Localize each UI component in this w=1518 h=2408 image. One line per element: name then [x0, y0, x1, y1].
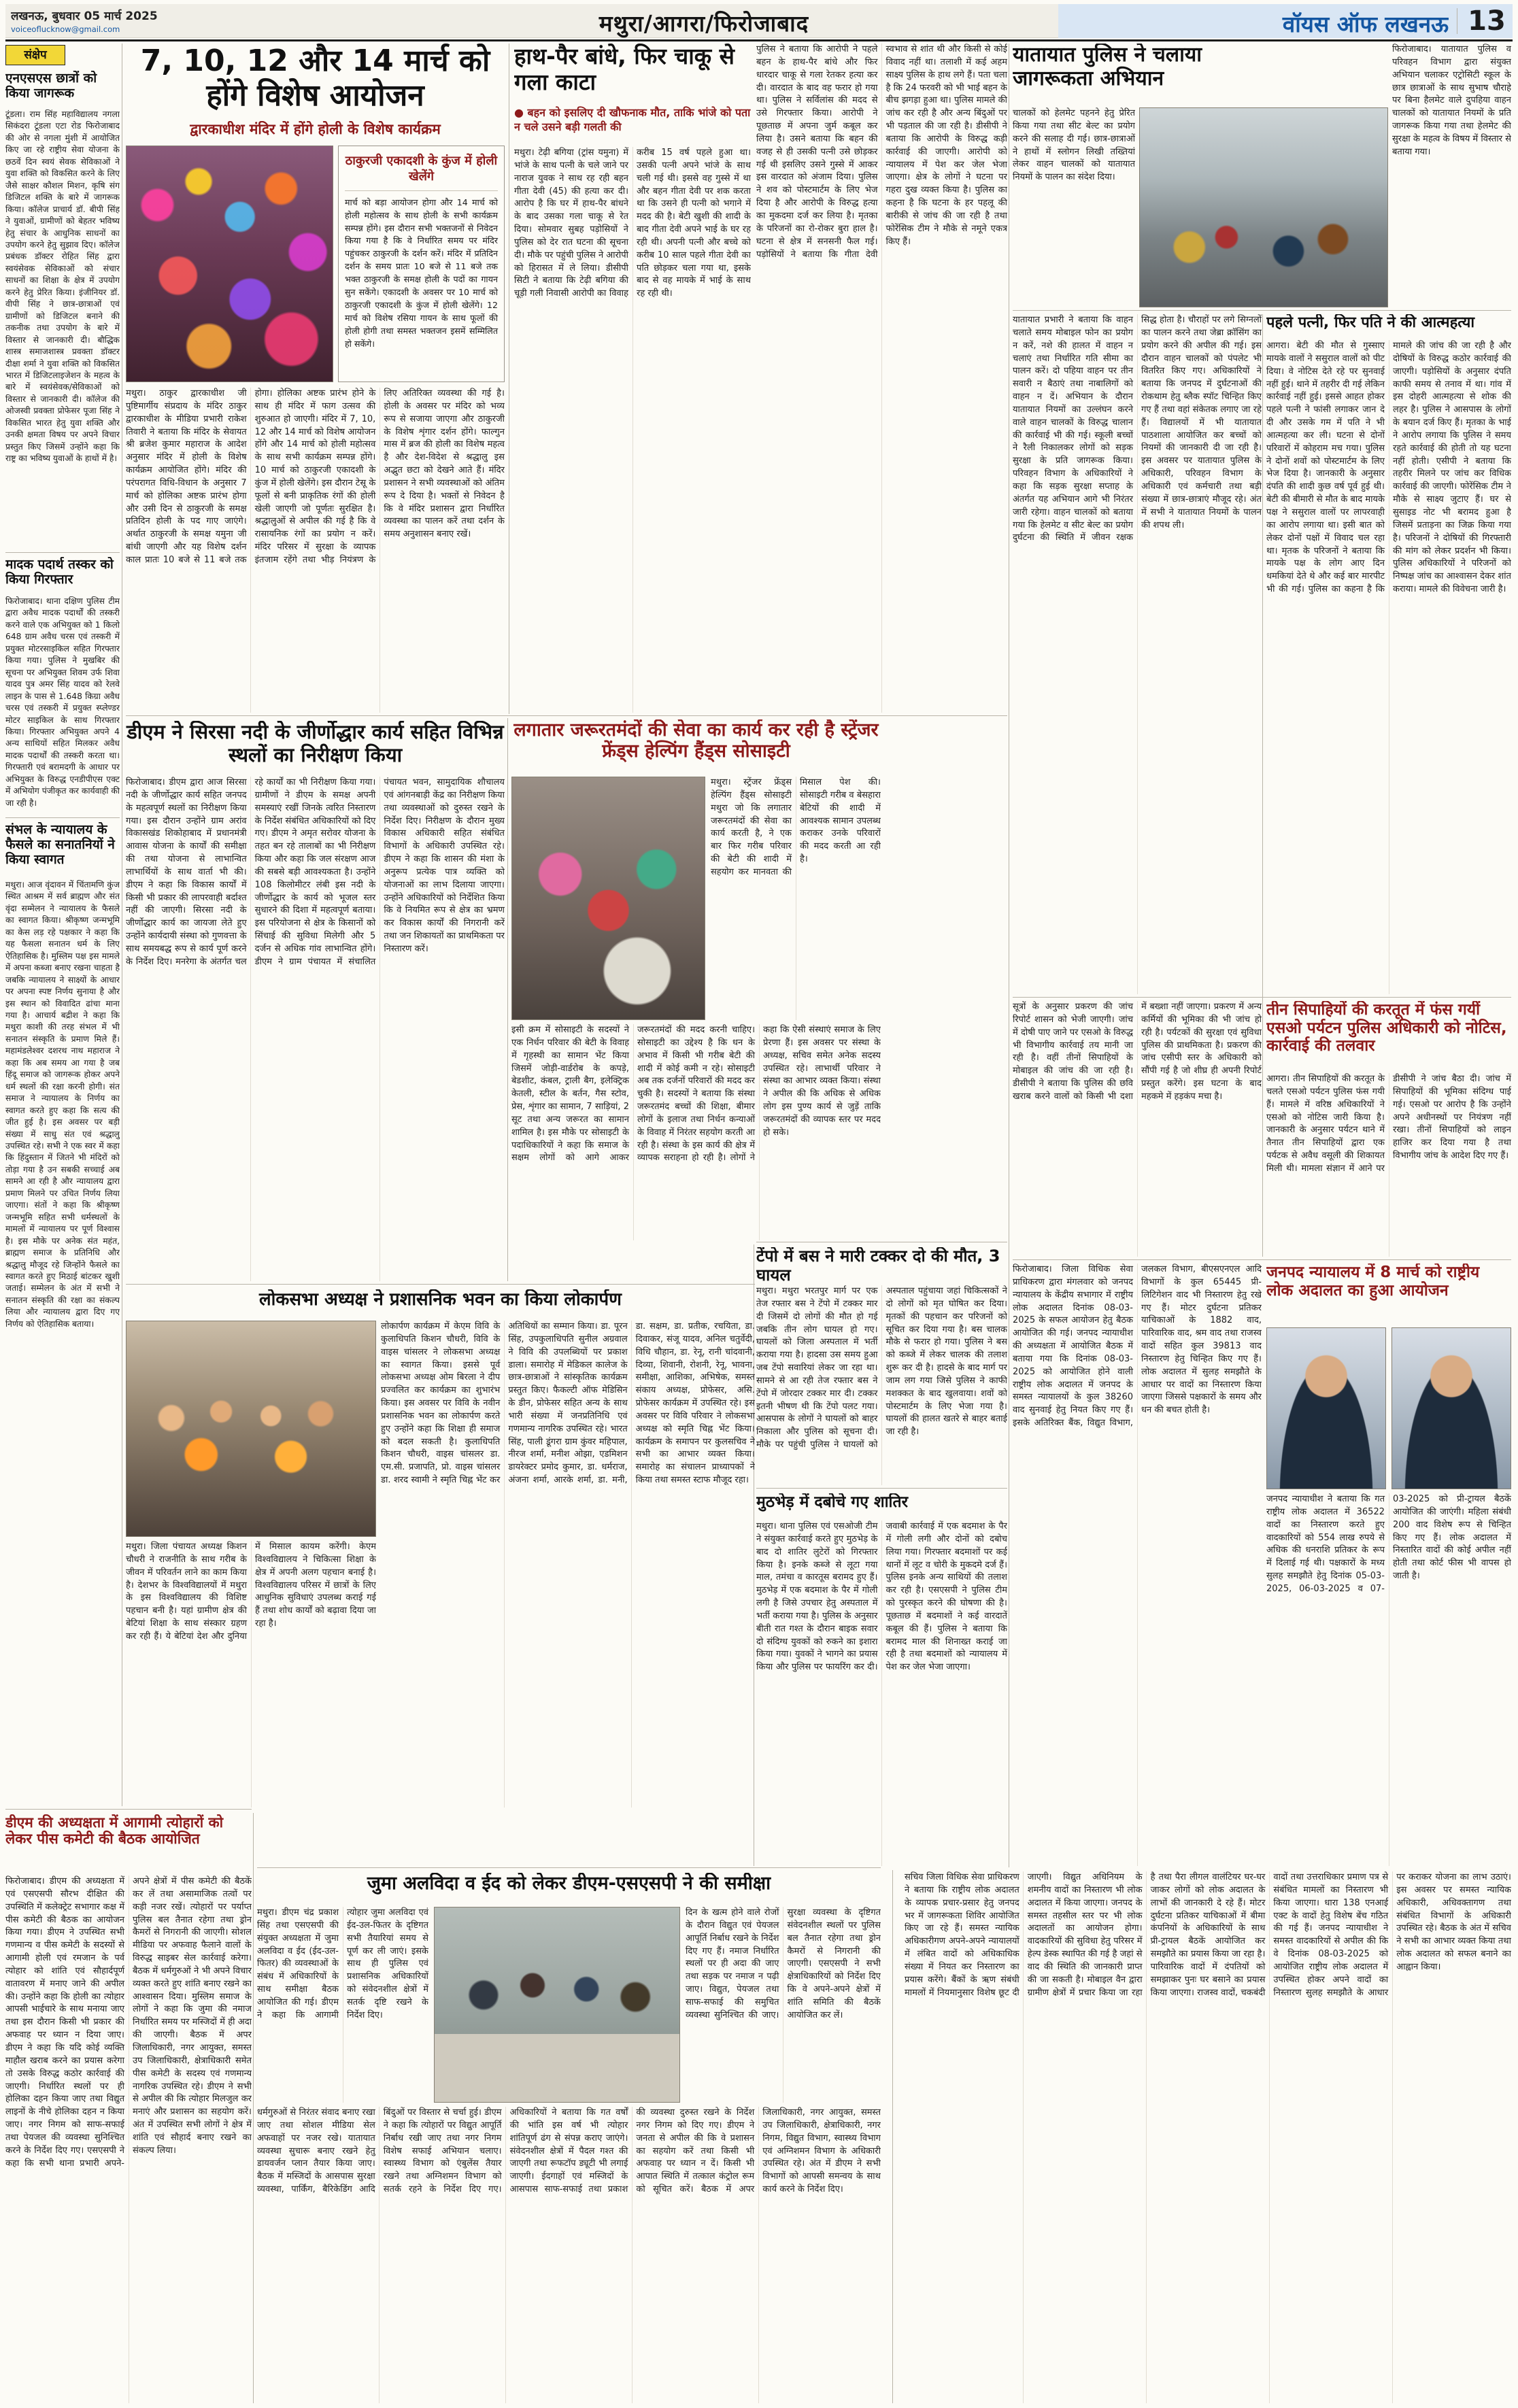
rail-divider-2 [5, 817, 120, 818]
email-address: voiceoflucknow@gmail.com [11, 24, 120, 34]
society-body-2: इसी क्रम में सोसाइटी के सदस्यों ने एक निर्धन परिवार की बेटी के विवाह में गृहस्थी का सामान भेंट किया जिसमें जोड़ी-वार्डरोब के कपड़े, बेडशीट, कंबल, ट्राली बैग, इलेक्ट्रिक केतली, स्टील के बर्तन, गैस स्टोव, प्रेस, शृंगार का सामान, 7 साड़ियां, 2 सूट तथा अन्य जरूरत का सामान शामिल है। इस मौके पर सोसाइटी के पदाधिकारियों ने कहा कि समाज के सक्षम लोगों को आगे आकर जरूरतमंदों की मदद करनी चाहिए। सोसाइटी का उद्देश्य है कि धन के अभाव में किसी भी गरीब बेटी की शादी में कोई कमी न रहे। सोसाइटी अब तक दर्जनों परिवारों की मदद कर चुकी है। सदस्यों ने बताया कि संस्था जरूरतमंद बच्चों की शिक्षा, बीमार लोगों के इलाज तथा निर्धन कन्याओं के विवाह में निरंतर सहयोग करती आ रही है। संस्था के इस कार्य की क्षेत्र में व्यापक सराहना हो रही है। लोगों ने कहा कि ऐसी संस्थाएं समाज के लिए प्रेरणा हैं। इस अवसर पर संस्था के अध्यक्ष, सचिव समेत अनेक सदस्य उपस्थित रहे। लाभार्थी परिवार ने संस्था का आभार व्यक्त किया। संस्था ने अपील की कि अधिक से अधिक लोग इस पुण्य कार्य से जुड़ें ताकि जरूरतमंदों की व्यापक स्तर पर मदद हो सके। [511, 1025, 881, 1164]
divider-peace-juma [253, 1813, 254, 2403]
cops-body-2: आगरा। तीन सिपाहियों की करतूत के चलते एसओ पर्यटन पुलिस फंस गयी हैं। मामले में वरिष्ठ अधिकारियों ने एसओ को नोटिस जारी किया है। जानकारी के अनुसार पर्यटन थाने में तैनात तीन सिपाहियों द्वारा एक पर्यटक से अवैध वसूली की शिकायत मिली थी। मामला संज्ञान में आने पर डीसीपी ने जांच बैठा दी। जांच में सिपाहियों की भूमिका संदिग्ध पाई गई। एसओ पर आरोप है कि उन्होंने अपने अधीनस्थों पर नियंत्रण नहीं रखा। तीनों सिपाहियों को लाइन हाजिर कर दिया गया है तथा विभागीय जांच के आदेश दिए गए हैं। [1266, 1074, 1511, 1174]
suicide-body: आगरा। बेटी की मौत से गुस्साए मायके वालों ने ससुराल वालों को पीट दिया। वे नोटिस देते रहे पर सुनवाई नहीं हुई। थाने में तहरीर दी गई लेकिन कार्रवाई नहीं हुई। इससे आहत होकर पहले पत्नी ने फांसी लगाकर जान दे दी और उसके गम में पति ने भी आत्महत्या कर ली। घटना से दोनों परिवारों में कोहराम मच गया। पुलिस ने दोनों शवों को पोस्टमार्टम के लिए भेज दिया है। जानकारी के अनुसार दंपति की शादी कुछ वर्ष पूर्व हुई थी। बेटी की बीमारी से मौत के बाद मायके पक्ष ने ससुराल वालों पर लापरवाही का आरोप लगाया था। इसी बात को लेकर दोनों पक्षों में विवाद चल रहा था। मृतक के परिजनों ने बताया कि मायके पक्ष के लोग आए दिन धमकियां देते थे और कई बार मारपीट भी की गई। पुलिस का कहना है कि मामले की जांच की जा रही है और दोषियों के विरुद्ध कठोर कार्रवाई की जाएगी। पड़ोसियों के अनुसार दंपति काफी समय से तनाव में था। गांव में इस दोहरी आत्महत्या से शोक की लहर है। पुलिस ने आसपास के लोगों के बयान दर्ज किए हैं। मृतका के भाई ने आरोप लगाया कि पुलिस ने समय रहते कार्रवाई की होती तो यह घटना नहीं होती। एसीपी ने बताया कि तहरीर मिलने पर जांच कर विधिक कार्रवाई की जाएगी। फोरेंसिक टीम ने मौके से साक्ष्य जुटाए हैं। घर से सुसाइड नोट भी बरामद हुआ है जिसमें प्रताड़ना का जिक्र किया गया है। परिजनों ने दोषियों की गिरफ्तारी की मांग को लेकर प्रदर्शन भी किया। पुलिस अधिकारियों ने परिजनों को निष्पक्ष जांच का आश्वासन देकर शांत कराया। मामले की विवेचना जारी है। [1266, 341, 1511, 595]
adalat-body-1: फिरोजाबाद। जिला विधिक सेवा प्राधिकरण द्वारा मंगलवार को जनपद न्यायालय के केंद्रीय सभागार में राष्ट्रीय लोक अदालत दिनांक 08-03-2025 के सफल आयोजन हेतु बैठक आयोजित की गई। जनपद न्यायाधीश की अध्यक्षता में आयोजित बैठक में बताया गया कि दिनांक 08-03-2025 को आयोजित होने वाली राष्ट्रीय लोक अदालत में जनपद के समस्त न्यायालयों के कुल 38260 वाद सुनवाई हेतु नियत किए गए हैं। इसके अतिरिक्त बैंक, विद्युत विभाग, जलकल विभाग, बीएसएनएल आदि विभागों के कुल 65445 प्री-लिटिगेशन वाद भी निस्तारण हेतु रखे गए हैं। मोटर दुर्घटना प्रतिकर याचिकाओं के 1882 वाद, पारिवारिक वाद, श्रम वाद तथा राजस्व वादों सहित कुल 39813 वाद निस्तारण हेतु चिन्हित किए गए हैं। लोक अदालत में सुलह समझौते के आधार पर वादों का निस्तारण किया जाएगा जिससे पक्षकारों के समय और धन की बचत होती है। [1013, 1264, 1262, 1429]
holi-deck: द्वारकाधीश मंदिर में होंगे होली के विशेष कार्यक्रम [190, 121, 441, 137]
encounter-body: मथुरा। थाना पुलिस एवं एसओजी टीम ने संयुक्त कार्रवाई करते हुए मुठभेड़ के बाद दो शातिर लुटेरों को गिरफ्तार किया है। इनके कब्जे से लूटा गया माल, तमंचा व कारतूस बरामद हुए हैं। मुठभेड़ में एक बदमाश के पैर में गोली लगी है जिसे उपचार हेतु अस्पताल में भर्ती कराया गया है। पुलिस के अनुसार बीती रात गश्त के दौरान बाइक सवार दो संदिग्ध युवकों को रुकने का इशारा किया गया। युवकों ने भागने का प्रयास किया और पुलिस पर फायरिंग कर दी। जवाबी कार्रवाई में एक बदमाश के पैर में गोली लगी और दोनों को दबोच लिया गया। गिरफ्तार बदमाशों पर कई थानों में लूट व चोरी के मुकदमे दर्ज हैं। पुलिस इनके अन्य साथियों की तलाश कर रही है। एसएसपी ने पुलिस टीम को पुरस्कृत करने की घोषणा की है। पूछताछ में बदमाशों ने कई वारदातें कबूल की हैं। पुलिस ने बताया कि बरामद माल की शिनाख्त कराई जा रही है तथा बदमाशों को न्यायालय में पेश कर जेल भेजा जाएगा। [756, 1521, 1007, 1673]
page-number: 13 [1468, 5, 1506, 37]
traffic-body-2: फिरोजाबाद। यातायात पुलिस व परिवहन विभाग द्वारा संयुक्त अभियान चलाकर एट्रोसिटी स्कूल के छात्र छात्राओं के साथ सुभाष चौराहे पर बिना हैलमेट वाले दुपहिया वाहन चालकों को यातायात नियमों के प्रति जागरूक किया गया तथा हेलमेट की सुरक्षा के महत्व के विषय में विस्तार से बताया गया। [1392, 44, 1511, 157]
cops-headline: तीन सिपाहियों की करतूत में फंस गयीं एसओ पर्यटन पुलिस अधिकारी को नोटिस, कार्रवाई की तलवार [1266, 1001, 1507, 1055]
adalat-body-2: जनपद न्यायाधीश ने बताया कि गत राष्ट्रीय लोक अदालत में 36522 वादों का निस्तारण करते हुए वादकारियों को 554 लाख रुपये से अधिक की धनराशि प्रतिकर के रूप में दिलाई गई थी। पक्षकारों के मध्य सुलह समझौते हेतु दिनांक 05-03-2025, 06-03-2025 व 07-03-2025 को प्री-ट्रायल बैठकें आयोजित की जाएंगी। महिला संबंधी 200 वाद विशेष रूप से चिन्हित किए गए हैं। लोक अदालत में निस्तारित वादों की कोई अपील नहीं होती तथा कोर्ट फीस भी वापस हो जाती है। [1266, 1494, 1511, 1594]
traffic-body-1: चालकों को हेलमेट पहनने हेतु प्रेरित किया गया तथा सीट बेल्ट का प्रयोग करने की सलाह दी गई। छात्र-छात्राओं ने हाथों में स्लोगन लिखी तख्तियां लेकर वाहन चालकों को यातायात नियमों के पालन का संदेश दिया। [1013, 108, 1135, 183]
traffic-body-3: यातायात प्रभारी ने बताया कि वाहन चलाते समय मोबाइल फोन का प्रयोग न करें, नशे की हालत में वाहन न चलाएं तथा निर्धारित गति सीमा का पालन करें। दो पहिया वाहन पर तीन सवारी न बैठाएं तथा नाबालिगों को वाहन न दें। अभियान के दौरान यातायात नियमों का उल्लंघन करने वाले वाहन चालकों के विरुद्ध चालान की कार्रवाई भी की गई। स्कूली बच्चों ने रैली निकालकर लोगों को सड़क सुरक्षा के प्रति जागरूक किया। परिवहन विभाग के अधिकारियों ने कहा कि सड़क सुरक्षा सप्ताह के अंतर्गत यह अभियान आगे भी निरंतर जारी रहेगा। वाहन चालकों को बताया गया कि हेलमेट व सीट बेल्ट का प्रयोग दुर्घटना की स्थिति में जीवन रक्षक सिद्ध होता है। चौराहों पर लगे सिग्नलों का पालन करने तथा जेब्रा क्रॉसिंग का प्रयोग करने की अपील की गई। इस दौरान वाहन चालकों को पंपलेट भी वितरित किए गए। अधिकारियों ने बताया कि जनपद में दुर्घटनाओं की रोकथाम हेतु ब्लैक स्पॉट चिन्हित किए गए हैं तथा वहां संकेतक लगाए जा रहे हैं। विद्यालयों में भी यातायात पाठशाला आयोजित कर बच्चों को नियमों की जानकारी दी जा रही है। इस अवसर पर यातायात पुलिस के अधिकारी, परिवहन विभाग के अधिकारी एवं कर्मचारी तथा बड़ी संख्या में छात्र-छात्राएं मौजूद रहे। अंत में सभी ने यातायात नियमों के पालन की शपथ ली। [1013, 315, 1262, 543]
divider-peace-top [5, 1809, 252, 1810]
region-header: मथुरा/आगरा/फिरोजाबाद [598, 10, 809, 37]
tempo-headline: टेंपो में बस ने मारी टक्कर दो की मौत, 3 घायल [756, 1247, 1000, 1283]
juma-body-3: धर्मगुरुओं से निरंतर संवाद बनाए रखा जाए तथा सोशल मीडिया सेल अफवाहों पर नजर रखे। यातायात व्यवस्था सुचारू बनाए रखने हेतु डायवर्जन प्लान तैयार किया जाए। बैठक में मस्जिदों के आसपास सुरक्षा व्यवस्था, पार्किंग, बैरिकेडिंग आदि बिंदुओं पर विस्तार से चर्चा हुई। डीएम ने कहा कि त्योहारों पर विद्युत आपूर्ति निर्बाध रखी जाए तथा नगर निगम विशेष सफाई अभियान चलाए। स्वास्थ्य विभाग को एंबुलेंस तैयार रखने तथा अग्निशमन विभाग को सतर्क रहने के निर्देश दिए गए। अधिकारियों ने बताया कि गत वर्षों की भांति इस वर्ष भी त्योहार शांतिपूर्ण ढंग से संपन्न कराए जाएंगे। संवेदनशील क्षेत्रों में पैदल गश्त की जाएगी तथा रूफटॉप ड्यूटी भी लगाई जाएगी। ईदगाहों एवं मस्जिदों के आसपास साफ-सफाई तथा प्रकाश की व्यवस्था दुरुस्त रखने के निर्देश नगर निगम को दिए गए। डीएम ने जनता से अपील की कि वे प्रशासन का सहयोग करें तथा किसी भी अफवाह पर ध्यान न दें। किसी भी आपात स्थिति में तत्काल कंट्रोल रूम को सूचित करें। बैठक में अपर जिलाधिकारी, नगर आयुक्त, समस्त उप जिलाधिकारी, क्षेत्राधिकारी, नगर निगम, विद्युत विभाग, स्वास्थ्य विभाग एवं अग्निशमन विभाग के अधिकारी उपस्थित रहे। अंत में डीएम ने सभी विभागों को आपसी समन्वय के साथ कार्य करने के निर्देश दिए। [257, 2107, 881, 2195]
divider-right-2 [1013, 997, 1511, 998]
adalat-headline: जनपद न्यायालय में 8 मार्च को राष्ट्रीय लोक अदालत का हुआ आयोजन [1266, 1264, 1480, 1300]
adalat-body-3: सचिव जिला विधिक सेवा प्राधिकरण ने बताया कि राष्ट्रीय लोक अदालत के व्यापक प्रचार-प्रसार हेतु जनपद भर में जागरूकता शिविर आयोजित किए जा रहे हैं। समस्त न्यायिक अधिकारीगण अपने-अपने न्यायालयों में लंबित वादों को अधिकाधिक संख्या में नियत कर निस्तारण का प्रयास करेंगे। बैंकों के ऋण संबंधी मामलों में नियमानुसार विशेष छूट दी जाएगी। विद्युत अधिनियम के शमनीय वादों का निस्तारण भी लोक अदालत में किया जाएगा। जनपद के समस्त तहसील स्तर पर भी लोक अदालतों का आयोजन होगा। वादकारियों की सुविधा हेतु परिसर में हेल्प डेस्क स्थापित की गई है जहां से वाद की स्थिति की जानकारी प्राप्त की जा सकती है। मोबाइल वैन द्वारा ग्रामीण क्षेत्रों में प्रचार किया जा रहा है तथा पैरा लीगल वालंटियर घर-घर जाकर लोगों को लोक अदालत के लाभों की जानकारी दे रहे हैं। मोटर दुर्घटना प्रतिकर याचिकाओं में बीमा कंपनियों के अधिकारियों के साथ प्री-ट्रायल बैठकें आयोजित कर समझौते का प्रयास किया जा रहा है। पारिवारिक वादों में दंपतियों को समझाकर पुनः घर बसाने का प्रयास किया जाएगा। राजस्व वादों, चकबंदी वादों तथा उत्तराधिकार प्रमाण पत्र से संबंधित मामलों का निस्तारण भी किया जाएगा। धारा 138 एनआई एक्ट के वादों हेतु विशेष बेंच गठित की गई हैं। जनपद न्यायाधीश ने समस्त वादकारियों से अपील की कि वे दिनांक 08-03-2025 को आयोजित राष्ट्रीय लोक अदालत में उपस्थित होकर अपने वादों का निस्तारण सुलह समझौते के आधार पर कराकर योजना का लाभ उठाएं। इस अवसर पर समस्त न्यायिक अधिकारी, अधिवक्तागण तथा संबंधित विभागों के अधिकारी उपस्थित रहे। बैठक के अंत में सचिव ने सभी का आभार व्यक्त किया तथा लोक अदालत को सफल बनाने का आह्वान किया। [905, 1872, 1511, 1998]
encounter-headline: मुठभेड़ में दबोचे गए शातिर [756, 1493, 909, 1511]
loksabha-body-2: मथुरा। जिला पंचायत अध्यक्ष किशन चौधरी ने राजनीति के साथ गरीब के जीवन में परिवर्तन लाने का काम किया है। देशभर के विश्वविद्यालयों में मथुरा के इस विश्वविद्यालय की विशिष्ट पहचान बनी है। यहां ग्रामीण क्षेत्र की बेटियां शिक्षा के साथ संस्कार ग्रहण कर रही हैं। ये बेटियां देश और दुनिया में मिसाल कायम करेंगी। केएम विश्वविद्यालय ने चिकित्सा शिक्षा के क्षेत्र में अपनी अलग पहचान बनाई है। विश्वविद्यालय परिसर में छात्रों के लिए आधुनिक सुविधाएं उपलब्ध कराई गई हैं तथा शोध कार्यों को बढ़ावा दिया जा रहा है। [126, 1542, 376, 1642]
holi-sidebox-title: ठाकुरजी एकादशी के कुंज में होली खेलेंगे [345, 153, 498, 191]
traffic-checkpoint-photo [1139, 107, 1388, 307]
divider-right-1 [1013, 310, 1511, 311]
holi-crowd-photo [126, 146, 333, 382]
murder-kicker: ● बहन को इसलिए दी खौफनाक मौत, ताकि भांजे को पता न चले उसने बड़ी गलती की [514, 106, 751, 133]
juma-body-1: मथुरा। डीएम चंद्र प्रकाश सिंह तथा एसएसपी की संयुक्त अध्यक्षता में जुमा अलविदा व ईद (ईद-उल-फितर) की व्यवस्थाओं के संबंध में अधिकारियों के साथ समीक्षा बैठक आयोजित की गई। डीएम ने कहा कि आगामी त्योहार जुमा अलविदा एवं ईद-उल-फितर के दृष्टिगत सभी तैयारियां समय से पूर्ण कर ली जाएं। इसके साथ ही पुलिस एवं प्रशासनिक अधिकारियों को संवेदनशील क्षेत्रों में सतर्क दृष्टि रखने के निर्देश दिए। [257, 1907, 428, 2020]
divider-encounter-top [756, 1488, 1007, 1489]
holi-sidebox-body: मार्च को बड़ा आयोजन होगा और 14 मार्च को होली महोत्सव के साथ होली के सभी कार्यक्रम सम्पन्न होंगे। इस दौरान सभी भक्तजनों से निवेदन किया गया है कि वे निर्धारित समय पर मंदिर पहुंचकर ठाकुरजी के दर्शन करें। मंदिर में प्रतिदिन दर्शन के समय प्रातः 10 बजे से 11 बजे तक भक्त ठाकुरजी के समक्ष होली के पदों का गायन सुन सकेंगे। एकादशी के अवसर पर 10 मार्च को ठाकुरजी एकादशी के कुंज में होली खेलेंगे। 12 मार्च को विशेष रसिया गायन के साथ फूलों की होली होगी तथा समस्त भक्तजन इसमें सम्मिलित हो सकेंगे। [345, 197, 498, 349]
loksabha-ceremony-photo [126, 1321, 376, 1537]
divider-juma-adalat [892, 1870, 893, 2403]
judge-portrait-photo-2 [1392, 1327, 1511, 1489]
judge-portrait-photo-1 [1266, 1327, 1386, 1489]
holi-headline: 7, 10, 12 और 14 मार्च को होंगे विशेष आयोजन [140, 44, 490, 114]
sirsa-body: फिरोजाबाद। डीएम द्वारा आज सिरसा नदी के जीर्णोद्धार कार्य सहित जनपद के महत्वपूर्ण स्थलों का निरीक्षण किया गया। इस दौरान उन्होंने ग्राम अरांव विकासखंड शिकोहाबाद में प्रधानमंत्री आवास योजना के कार्यों की समीक्षा की तथा योजना से लाभान्वित लाभार्थियों के साथ वार्ता भी की। डीएम ने कहा कि विकास कार्यों में किसी भी प्रकार की लापरवाही बर्दाश्त नहीं की जाएगी। सिरसा नदी के जीर्णोद्धार कार्य का जायजा लेते हुए उन्होंने कार्यदायी संस्था को गुणवत्ता के साथ समयबद्ध रूप से कार्य पूर्ण करने के निर्देश दिए। मनरेगा के अंतर्गत चल रहे कार्यों का भी निरीक्षण किया गया। ग्रामीणों ने डीएम के समक्ष अपनी समस्याएं रखीं जिनके त्वरित निस्तारण के निर्देश संबंधित अधिकारियों को दिए गए। डीएम ने अमृत सरोवर योजना के तहत बन रहे तालाबों का भी निरीक्षण किया और कहा कि जल संरक्षण आज की सबसे बड़ी आवश्यकता है। उन्होंने 108 किलोमीटर लंबी इस नदी के जीर्णोद्धार के कार्य को भूजल स्तर सुधारने की दिशा में महत्वपूर्ण बताया। इस परियोजना से क्षेत्र के किसानों को सिंचाई की सुविधा मिलेगी और 5 दर्जन से अधिक गांव लाभान्वित होंगे। डीएम ने ग्राम पंचायत में संचालित पंचायत भवन, सामुदायिक शौचालय एवं आंगनबाड़ी केंद्र का निरीक्षण किया तथा व्यवस्थाओं को दुरुस्त रखने के निर्देश दिए। निरीक्षण के दौरान मुख्य विकास अधिकारी सहित संबंधित विभागों के अधिकारी उपस्थित रहे। डीएम ने कहा कि शासन की मंशा के अनुरूप प्रत्येक पात्र व्यक्ति को योजनाओं का लाभ दिलाया जाएगा। उन्होंने अधिकारियों को निर्देशित किया कि वे नियमित रूप से क्षेत्र का भ्रमण कर विकास कार्यों की निगरानी करें तथा जन शिकायतों का प्राथमिकता पर निस्तारण करें। [126, 777, 505, 967]
header-rule [5, 39, 1513, 41]
cops-body-1: सूत्रों के अनुसार प्रकरण की जांच रिपोर्ट शासन को भेजी जाएगी। जांच में दोषी पाए जाने पर एसओ के विरुद्ध भी विभागीय कार्रवाई तय मानी जा रही है। वहीं तीनों सिपाहियों के मोबाइल की जांच की जा रही है। डीसीपी ने बताया कि पुलिस की छवि खराब करने वालों को किसी भी दशा में बख्शा नहीं जाएगा। प्रकरण में अन्य कर्मियों की भूमिका की भी जांच हो रही है। पर्यटकों की सुरक्षा एवं सुविधा पुलिस की प्राथमिकता है। प्रकरण की जांच एसीपी स्तर के अधिकारी को सौंपी गई है जो शीघ्र ही अपनी रिपोर्ट प्रस्तुत करेंगे। इस घटना के बाद महकमे में हड़कंप मचा है। [1013, 1002, 1262, 1102]
masthead-title: वॉयस ऑफ लखनऊ [1282, 11, 1449, 37]
divider-sirsa-society [507, 718, 508, 1281]
juma-headline: जुमा अलविदा व ईद को लेकर डीएम-एसएसपी ने की समीक्षा [367, 1873, 771, 1894]
murder-body-2: पुलिस ने बताया कि आरोपी ने पहले बहन के हाथ-पैर बांधे और फिर धारदार चाकू से गला रेतकर हत्या कर दी। वारदात के बाद वह फरार हो गया था। पुलिस ने सर्विलांस की मदद से उसे गिरफ्तार किया। आरोपी ने पूछताछ में अपना जुर्म कबूल कर लिया है। उसने बताया कि बहन की वजह से ही उसकी पत्नी उसे छोड़कर गई थी इसलिए उसने गुस्से में आकर इस वारदात को अंजाम दिया। पुलिस ने शव को पोस्टमार्टम के लिए भेज दिया है और आरोपी के विरुद्ध हत्या का मुकदमा दर्ज कर लिया है। मृतका के परिजनों का रो-रोकर बुरा हाल है। घटना से क्षेत्र में सनसनी फैल गई। पड़ोसियों ने बताया कि गीता देवी स्वभाव से शांत थी और किसी से कोई विवाद नहीं था। तलाशी में कई अहम साक्ष्य पुलिस के हाथ लगे हैं। पता चला है कि 24 फरवरी को भी भाई बहन के बीच झगड़ा हुआ था। पुलिस मामले की जांच कर रही है और अन्य बिंदुओं पर भी पड़ताल की जा रही है। डीसीपी ने बताया कि आरोपी के विरुद्ध कड़ी कार्रवाई की जाएगी। आरोपी को न्यायालय में पेश कर जेल भेजा जाएगा। क्षेत्र के लोगों ने घटना पर गहरा दुख व्यक्त किया है। पुलिस का कहना है कि घटना के हर पहलू की बारीकी से जांच की जा रही है तथा फोरेंसिक टीम ने मौके से नमूने एकत्र किए हैं। [756, 44, 1007, 260]
divider-right-3 [1013, 1259, 1511, 1260]
peace-body: फिरोजाबाद। डीएम की अध्यक्षता में एवं एसएसपी सौरभ दीक्षित की उपस्थिति में कलेक्ट्रेट सभागार कक्ष में पीस कमेटी की बैठक का आयोजन किया गया। डीएम ने उपस्थित सभी गणमान्य व पीस कमेटी के सदस्यों से आगामी होली एवं रमजान के पर्व त्योहार को शांति एवं सौहार्दपूर्ण वातावरण में मनाए जाने की अपील की। उन्होंने कहा कि होली का त्योहार आपसी भाईचारे के साथ मनाया जाए तथा इस दौरान किसी भी प्रकार की अफवाह पर ध्यान न दिया जाए। डीएम ने कहा कि यदि कोई व्यक्ति माहौल खराब करने का प्रयास करेगा तो उसके विरुद्ध कठोर कार्रवाई की जाएगी। निर्धारित स्थलों पर ही होलिका दहन किया जाए तथा विद्युत लाइनों के नीचे होलिका दहन न किया जाए। नगर निगम को साफ-सफाई तथा पेयजल की व्यवस्था सुनिश्चित करने के निर्देश दिए गए। एसएसपी ने कहा कि सभी थाना प्रभारी अपने-अपने क्षेत्रों में पीस कमेटी की बैठकें कर लें तथा असामाजिक तत्वों पर कड़ी नजर रखें। त्योहारों पर पर्याप्त पुलिस बल तैनात रहेगा तथा ड्रोन कैमरों से निगरानी की जाएगी। सोशल मीडिया पर अफवाह फैलाने वालों के विरुद्ध साइबर सेल कार्रवाई करेगा। बैठक में धर्मगुरुओं ने भी अपने विचार व्यक्त करते हुए शांति बनाए रखने का आश्वासन दिया। मुस्लिम समाज के लोगों ने कहा कि जुमा की नमाज निर्धारित समय पर मस्जिदों में ही अदा की जाएगी। बैठक में अपर जिलाधिकारी, नगर आयुक्त, समस्त उप जिलाधिकारी, क्षेत्राधिकारी समेत पीस कमेटी के सदस्य एवं गणमान्य नागरिक उपस्थित रहे। डीएम ने सभी से अपील की कि त्योहार मिलजुल कर मनाएं और प्रशासन का सहयोग करें। अंत में उपस्थित सभी लोगों ने क्षेत्र में शांति एवं सौहार्द बनाए रखने का संकल्प लिया। [5, 1876, 252, 2169]
suicide-headline: पहले पत्नी, फिर पति ने की आत्महत्या [1266, 314, 1475, 331]
divider-right-col [1262, 314, 1263, 1257]
loksabha-headline: लोकसभा अध्यक्ष ने प्रशासनिक भवन का किया लोकार्पण [258, 1289, 622, 1310]
divider-loksabha-top [126, 1284, 755, 1285]
holi-sidebox [338, 146, 505, 382]
holi-body: मथुरा। ठाकुर द्वारकाधीश जी पुष्टिमार्गीय संप्रदाय के मंदिर ठाकुर द्वारकाधीश के मीडिया प्रभारी राकेश तिवारी ने बताया कि मंदिर के सेवायत श्री ब्रजेश कुमार महाराज के आदेश अनुसार मंदिर में होली के विशेष कार्यक्रम आयोजित होंगे। मंदिर की परंपरागत विधि-विधान के अनुसार 7 मार्च को होलिका अष्टक प्रारंभ होगा और उसी दिन से ठाकुरजी के समक्ष प्रतिदिन होली के पद गाए जाएंगे। अर्थात ठाकुरजी के समक्ष यमुना जी बांधी जाएगी और यह विशेष दर्शन काल प्रातः 10 बजे से 11 बजे तक होगा। होलिका अष्टक प्रारंभ होने के साथ ही मंदिर में फाग उत्सव की शुरुआत हो जाएगी। मंदिर में 7, 10, 12 और 14 मार्च को विशेष आयोजन होंगे और 14 मार्च को होली महोत्सव के साथ सभी कार्यक्रम सम्पन्न होंगे। 10 मार्च को ठाकुरजी एकादशी के कुंज में होली खेलेंगे। इस दौरान टेसू के फूलों से बनी प्राकृतिक रंगों की होली खेली जाएगी जो पूर्णतः सुरक्षित है। श्रद्धालुओं से अपील की गई है कि वे रासायनिक रंगों का प्रयोग न करें। मंदि‍र परिसर में सुरक्षा के व्यापक इंतजाम रहेंगे तथा भीड़ नियंत्रण के लिए अतिरिक्त व्यवस्था की गई है। होली के अवसर पर मंदिर को भव्य रूप से सजाया जाएगा और ठाकुरजी के विशेष शृंगार दर्शन होंगे। फाल्गुन मास में ब्रज की होली का विशेष महत्व है और देश-विदेश से श्रद्धालु इस अद्भुत छटा को देखने आते हैं। मंदिर प्रशासन ने सभी व्यवस्थाओं को अंतिम रूप दे दिया है। भक्तों से निवेदन है कि वे मंदिर प्रशासन द्वारा निर्धारित व्यवस्था का पालन करें तथा दर्शन के समय अनुशासन बनाए रखें। [126, 388, 505, 565]
divider-juma-top [257, 1867, 881, 1868]
loksabha-body-1: लोकार्पण कार्यक्रम में केएम विवि के कुलाधिपति किशन चौधरी, विवि के वाइस चांसलर ने लोकसभा अध्यक्ष का स्वागत किया। इससे पूर्व लोकसभा अध्यक्ष ओम बिरला ने दीप प्रज्वलित कर कार्यक्रम का शुभारंभ किया। इस अवसर पर विवि के नवीन प्रशासनिक भवन का लोकार्पण करते हुए उन्होंने कहा कि शिक्षा ही समाज को बदल सकती है। कुलाधिपति किशन चौधरी, वाइस चांसलर डा. एम.सी. प्रजापति, प्रो. वाइस चांसलर डा. शरद स्वामी ने स्मृति चिह्न भेंट कर अतिथियों का सम्मान किया। डा. पूरन सिंह, उपकुलाधिपति सुनील अग्रवाल ने विवि की उपलब्धियों पर प्रकाश डाला। समारोह में मेडिकल कालेज के छात्र-छात्राओं ने सांस्कृतिक कार्यक्रम प्रस्तुत किए। फैकल्टी ऑफ मेडिसिन के डीन, प्रोफेसर सहित अन्य के साथ भारी संख्या में जनप्रतिनिधि एवं गणमान्य नागरिक उपस्थित रहे। भारत सिंह, पाली डूंगरा ग्राम कुंवर महिपाल, नीरज शर्मा, मनीश ओझा, एडमिशन डायरेक्टर प्रमोद कुमार, डा. धर्मराज, अंजना शर्मा, आरके शर्मा, डा. मनी, डा. सक्षम, डा. प्रतीक, रचयिता, डा. दिवाकर, संजू यादव, अनिल चतुर्वेदी, विधि चौहान, डा. रेनू, रानी चांदवानी, दिव्या, शिवानी, रोशनी, रेनू, भावना, समीक्षा, आशिका, अभिषेक, समस्त संकाय अध्यक्ष, प्रोफेसर, असि. प्रोफेसर कार्यक्रम में उपस्थित रहे। इस अवसर पर विवि परिवार ने लोकसभा अध्यक्ष को स्मृति चिह्न भेंट किया। कार्यक्रम के समापन पर कुलसचिव ने सभी का आभार व्यक्त किया। समारोह का संचालन प्राध्यापकों ने किया तथा समस्त स्टाफ मौजूद रहा। [381, 1321, 755, 1486]
date-line: लखनऊ, बुधवार 05 मार्च 2025 [11, 10, 158, 23]
brief3-body: मथुरा। आज वृंदावन में चिंतामणि कुंज स्थित आश्रम में सर्व ब्राह्मण और संत वृंदा सम्मेलन ने न्यायालय के फैसले का स्वागत किया। श्रीकृष्ण जन्मभूमि का केस लड़ रहे पक्षकार ने कहा कि यह फैसला सनातन धर्म के लिए ऐतिहासिक है। मुस्लिम पक्ष इस मामले में अपना कब्जा बनाए रखना चाहता है जबकि न्यायालय ने साक्ष्यों के आधार पर अपना स्पष्ट निर्णय सुनाया है और इस स्थान को विवादित ढांचा माना गया है। आचार्य बद्रीश ने कहा कि मथुरा काशी की तरह संभल में भी सनातन संस्कृति के प्रमाण मिले हैं। महामंडलेश्वर दशरथ नाथ महाराज ने कहा कि अब समय आ गया है जब हिंदू समाज को जागरूक होकर अपने धर्म स्थलों की रक्षा करनी होगी। संत समाज ने न्यायालय के निर्णय का स्वागत करते हुए कहा कि सत्य की जीत हुई है। इस अवसर पर बड़ी संख्या में साधु संत एवं श्रद्धालु उपस्थित रहे। सभी ने एक स्वर में कहा कि हिंदुस्तान में जितने भी मंदिरों को तोड़ा गया है उन सबकी सच्चाई अब सामने आ रही है और न्यायालय द्वारा प्रमाण मिलने पर उचित निर्णय लिया जाएगा। संतों ने कहा कि श्रीकृष्ण जन्मभूमि सहित सभी धर्मस्थलों के मामलों में न्यायालय पर पूर्ण विश्वास है। इस मौके पर अनेक संत महंत, ब्राह्मण समाज के प्रतिनिधि और श्रद्धालु मौजूद रहे जिन्होंने फैसले का स्वागत करते हुए मिठाई बांटकर खुशी जताई। सम्मेलन के अंत में सभी ने सनातन संस्कृति की रक्षा का संकल्प लिया और न्यायालय द्वारा दिए गए निर्णय को ऐतिहासिक बताया। [5, 880, 120, 1329]
juma-body-2: दिन के खत्म होने वाले रोजों के दौरान विद्युत एवं पेयजल आपूर्ति निर्बाध रखने के निर्देश दिए गए हैं। नमाज निर्धारित स्थलों पर ही अदा की जाए तथा सड़क पर नमाज न पढ़ी जाए। विद्युत, पेयजल तथा साफ-सफाई की समुचित व्यवस्था सुनिश्चित की जाए। सुरक्षा व्यवस्था के दृष्टिगत संवेदनशील स्थलों पर पुलिस बल तैनात रहेगा तथा ड्रोन कैमरों से निगरानी की जाएगी। एसएसपी ने सभी क्षेत्राधिकारियों को निर्देश दिए कि वे अपने-अपने क्षेत्रों में शांति समिति की बैठकें आयोजित कर लें। [686, 1907, 881, 2020]
brief2-body: फिरोजाबाद। थाना दक्षिण पुलिस टीम द्वारा अवैध मादक पदार्थों की तस्करी करने वाले एक अभियुक्त को 1 किलो 648 ग्राम अवैध चरस एवं तस्करी में प्रयुक्त मोटरसाइकिल सहित गिरफ्तार किया गया। पुलिस ने मुखबिर की सूचना पर अभियुक्त शिवम उर्फ शिवा यादव पुत्र अमर सिंह यादव को रेलवे लाइन के पास से 1.648 किग्रा अवैध चरस एवं तस्करी में प्रयुक्त स्प्लेण्डर मोटर साइकिल के साथ गिरफ्तार किया। गिरफ्तार अभियुक्त अपने 4 अन्य साथियों सहित मिलकर अवैध मादक पदार्थों की तस्करी करता था। गिरफ्तारी एवं बरामदगी के आधार पर अभियुक्त के विरुद्ध एनडीपीएस एक्ट में अभियोग पंजीकृत कर कार्यवाही की जा रही है। [5, 596, 120, 808]
sirsa-headline: डीएम ने सिरसा नदी के जीर्णोद्धार कार्य सहित विभिन्न स्थलों का निरीक्षण किया [126, 721, 504, 766]
society-headline: लगातार जरूरतमंदों की सेवा का कार्य कर रही है स्ट्रेंजर फ्रेंड्स हेल्पिंग हैंड्स सोसाइटी [513, 719, 879, 762]
society-body-1: मथुरा। स्ट्रेंजर फ्रेंड्स हेल्पिंग हैंड्स सोसाइटी मथुरा जो कि लगातार जरूरतमंदों की सेवा का कार्य करती है, ने एक बार फिर गरीब परिवार की बेटी की शादी में सहयोग कर मानवता की मिसाल पेश की। सोसाइटी गरीब व बेसहारा बेटियों की शादी में आवश्यक सामान उपलब्ध कराकर उनके परिवारों की मदद करती आ रही है। [711, 777, 881, 877]
murder-headline: हाथ-पैर बांधे, फिर चाकू से गला काटा [514, 44, 735, 96]
brief3-headline: संभल के न्यायालय के फैसले का सनातनियों ने किया स्वागत [5, 822, 115, 868]
brief2-headline: मादक पदार्थ तस्कर को किया गिरफ्तार [5, 557, 114, 588]
traffic-headline: यातायात पुलिस ने चलाया जागरूकता अभियान [1013, 44, 1202, 90]
society-donation-photo [511, 777, 705, 1020]
briefs-tag: संक्षेप [5, 45, 65, 65]
rail-divider-1 [5, 552, 120, 553]
peace-headline: डीएम की अध्यक्षता में आगामी त्योहारों को लेकर पीस कमेटी की बैठक आयोजित [5, 1814, 224, 1848]
brief1-body: टूंडला। राम सिंह महाविद्यालय नगला सिकंदरा टूंडला एटा रोड फिरोजाबाद की ओर से नगला मुंशी में आयोजित किए जा रहे राष्ट्रीय सेवा योजना के छठवें दिन स्वयं सेवक सेविकाओं ने युवा शक्ति को विकसित करने के लिए जैसे साक्षर कौशल मिशन, कृषि संग डिजिटल शक्ति के बारे में जागरूक किया। कॉलेज प्राचार्य डॉ. बीपी सिंह ने युवाओं, ग्रामीणों को बेहतर भविष्य हेतु संचार के आधुनिक साधनों का उपयोग करने हेतु सुझाव दिए। कॉलेज प्रबंधक डॉक्टर रोहित सिंह द्वारा स्वयंसेवक सेविकाओं को संचार साधनों का शिक्षा के क्षेत्र में उपयोग करने हेतु प्रेरित किया। इंजीनियर डॉ. वीपी सिंह ने छात्र-छात्राओं एवं ग्रामीणों को डिजिटल बनाने की तकनीक तथा उपयोग के बारे में विस्तार से जानकारी दी। बौद्धिक शास्त्र समाजशास्त्र प्रवक्ता डॉक्टर दीक्षा शर्मा ने युवा शक्ति को विकसित भारत में डिजिटलाइजेशन के महत्व के बारे में स्वयंसेवक/सेविकाओं को विस्तार से जानकारी दी। कॉलेज की ओजस्वी प्रवक्ता प्रोफेसर पूजा सिंह ने विकसित भारत हेतु युवा शक्ति और उनकी क्षमता विषय पर अपने विचार प्रस्तुत किए जिसमें उन्होंने कहा कि राष्ट्र का भविष्य युवाओं के हाथों में है। [5, 109, 120, 464]
brief1-headline: एनएसएस छात्रों को किया जागरूक [5, 71, 97, 101]
murder-body-1: मथुरा। टेढ़ी बगिया (ट्रांस यमुना) में भांजे के साथ पत्नी के चले जाने पर नाराज युवक ने साथ रह रही बहन गीता देवी (45) की हत्या कर दी। आरोप है कि घर में हाथ-पैर बांधने के बाद उसका गला चाकू से रेत दिया। सोमवार सुबह पड़ोसियों ने पुलिस को देर रात घटना की सूचना दी। मौके पर पहुंची पुलिस ने आरोपी को हिरासत में ले लिया। डीसीपी सिटी ने बताया कि टेढ़ी बगिया की चूड़ी गली निवासी आरोपी का विवाह करीब 15 वर्ष पहले हुआ था। उसकी पत्नी अपने भांजे के साथ चली गई थी। इससे वह गुस्से में था और बहन गीता देवी पर शक करता था कि उसने ही पत्नी को भगाने में मदद की है। बेटी खुशी की शादी के बाद गीता देवी अपने भाई के घर रह रही थी। अपनी पत्नी और बच्चे को करीब 10 साल पहले गीता देवी का पति छोड़कर चला गया था, इसके बाद से वह मायके में भाई के साथ रह रही थी। [514, 148, 751, 299]
dm-ssp-meeting-photo [434, 1907, 680, 2103]
tempo-body: मथुरा। मथुरा भरतपुर मार्ग पर एक तेज रफ्तार बस ने टेंपो में टक्कर मार दी जिसमें दो लोगों की मौत हो गई जबकि तीन लोग घायल हो गए। घायलों को जिला अस्पताल में भर्ती कराया गया है। हादसा उस समय हुआ जब टेंपो सवारियां लेकर जा रहा था। सामने से आ रही तेज रफ्तार बस ने टेंपो में जोरदार टक्कर मार दी। टक्कर इतनी भीषण थी कि टेंपो पलट गया। आसपास के लोगों ने घायलों को बाहर निकाला और पुलिस को सूचना दी। मौके पर पहुंची पुलिस ने घायलों को अस्पताल पहुंचाया जहां चिकित्सकों ने दो लोगों को मृत घोषित कर दिया। मृतकों की पहचान कर परिजनों को सूचित कर दिया गया है। बस चालक मौके से फरार हो गया। पुलिस ने बस को कब्जे में लेकर चालक की तलाश शुरू कर दी है। हादसे के बाद मार्ग पर जाम लग गया जिसे पुलिस ने काफी मशक्कत के बाद खुलवाया। शवों को पोस्टमार्टम के लिए भेजा गया है। घायलों की हालत खतरे से बाहर बताई जा रही है। [756, 1286, 1007, 1451]
divider-mid-top [126, 715, 1007, 716]
